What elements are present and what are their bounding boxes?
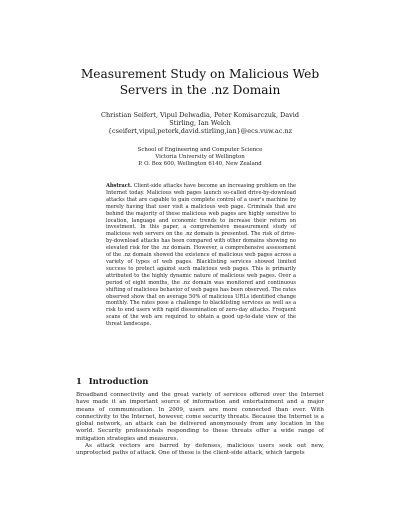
section-heading: 1 Introduction: [76, 376, 149, 386]
author-names: Christian Seifert, Vipul Delwadia, Peter Komisarczuk, David Stirling, Ian Welch: [101, 111, 299, 128]
abstract: [106, 183, 296, 328]
affiliation-line: School of Engineering and Computer Science: [137, 147, 263, 153]
author-block: [90, 111, 310, 136]
body-text: [76, 392, 324, 458]
paragraph: As attack vectors are barred by defenses, malicious users seek out new, unprotected paths of attack. One of these is the client-side attack, which targets: [76, 443, 324, 457]
paper-title: Measurement Study on Malicious Web Servers in the .nz Domain: [80, 67, 320, 97]
affiliation-line: P. O. Box 600, Wellington 6140, New Zealand: [138, 161, 262, 167]
author-emails: {cseifert,vipul,peterk,david.stirling,ian}@ecs.vuw.ac.nz: [107, 127, 293, 136]
abstract-text: Client-side attacks have become an increasing problem on the Internet today. Malicious web pages launch so-called drive-by-download attacks that are capable to gain complete control of a user's machine by merely having that user visit a malicious web page. Criminals that are behind the majority of these malicious web pages are highly sensitive to location, language and economic trends to increase their return on investment. In this paper, a comprehensive measurement study of malicious web servers on the .nz domain is presented. The risk of drive-by-download attacks has been compared with other domains showing no elevated risk for the .nz domain. However, a comprehensive assessment of the .nz domain showed the existence of malicious web pages across a variety of types of web pages. Blacklisting services showed limited success to protect against such malicious web pages. This is primarily attributed to the highly dynamic nature of malicious web pages. Over a period of eight months, the .nz domain was monitored and continuous shifting of malicious behavior of web pages has been observed. The rates observed show that on average 50% of malicious URLs identified change monthly. The rates pose a challenge to blacklisting services as well as a risk to end users with rapid dissemination of zero-day attacks. Frequent scans of the web are required to obtain a good up-to-date view of the threat landscape.: [106, 183, 296, 328]
affiliation-line: Victoria University of Wellington: [155, 154, 245, 160]
abstract-label: Abstract.: [106, 183, 132, 189]
paragraph: Broadband connectivity and the great variety of services offered over the Internet have made it an important source of information and entertainment and a major means of communication. In 2009, users are more connected than ever. With connectivity to the Internet, however, come security threats. Because the Internet is a global network, an attack can be delivered anonymously from any location in the world. Security professionals responding to these threats offer a wide range of mitigation strategies and measures.: [76, 392, 324, 442]
affiliation-block: [120, 147, 280, 168]
